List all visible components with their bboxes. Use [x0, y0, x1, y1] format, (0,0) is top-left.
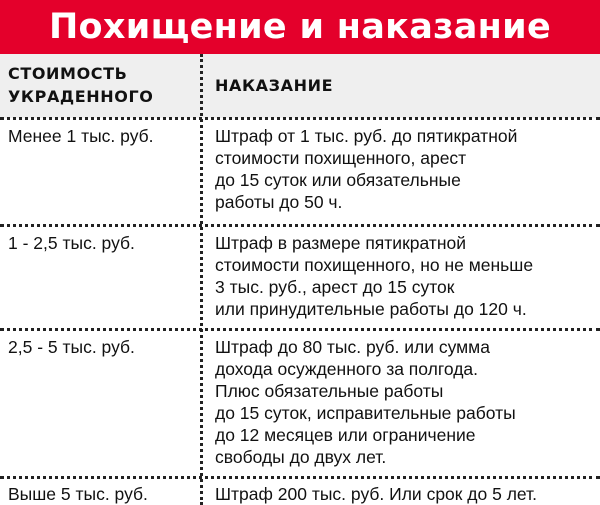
row-divider [0, 476, 600, 479]
row-3-penalty: Штраф до 80 тыс. руб. или сумма дохода осужденного за полгода. Плюс обязательные работы до 15 суток, исправительные работы до 12 месяцев или ограничение свободы до двух лет. [215, 337, 516, 467]
row-3-value: 2,5 - 5 тыс. руб. [8, 337, 135, 357]
row-2-penalty: Штраф в размере пятикратной стоимости похищенного, но не меньше 3 тыс. руб., арест до 15 суток или принудительные работы до 120 ч. [215, 233, 534, 319]
row-divider [0, 224, 600, 227]
row-1-value: Менее 1 тыс. руб. [8, 126, 154, 146]
row-4-value: Выше 5 тыс. руб. [8, 484, 148, 504]
header-stolen-value: СТОИМОСТЬ УКРАДЕННОГО [8, 64, 154, 106]
row-2-value: 1 - 2,5 тыс. руб. [8, 233, 135, 253]
page-title: Похищение и наказание [48, 7, 552, 47]
row-divider [0, 117, 600, 120]
row-4-penalty: Штраф 200 тыс. руб. Или срок до 5 лет. [215, 484, 537, 504]
row-divider [0, 328, 600, 331]
header-penalty: НАКАЗАНИЕ [215, 76, 334, 95]
row-1-penalty: Штраф от 1 тыс. руб. до пятикратной стоимости похищенного, арест до 15 суток или обязательные работы до 50 ч. [215, 126, 518, 212]
column-divider [200, 54, 203, 505]
